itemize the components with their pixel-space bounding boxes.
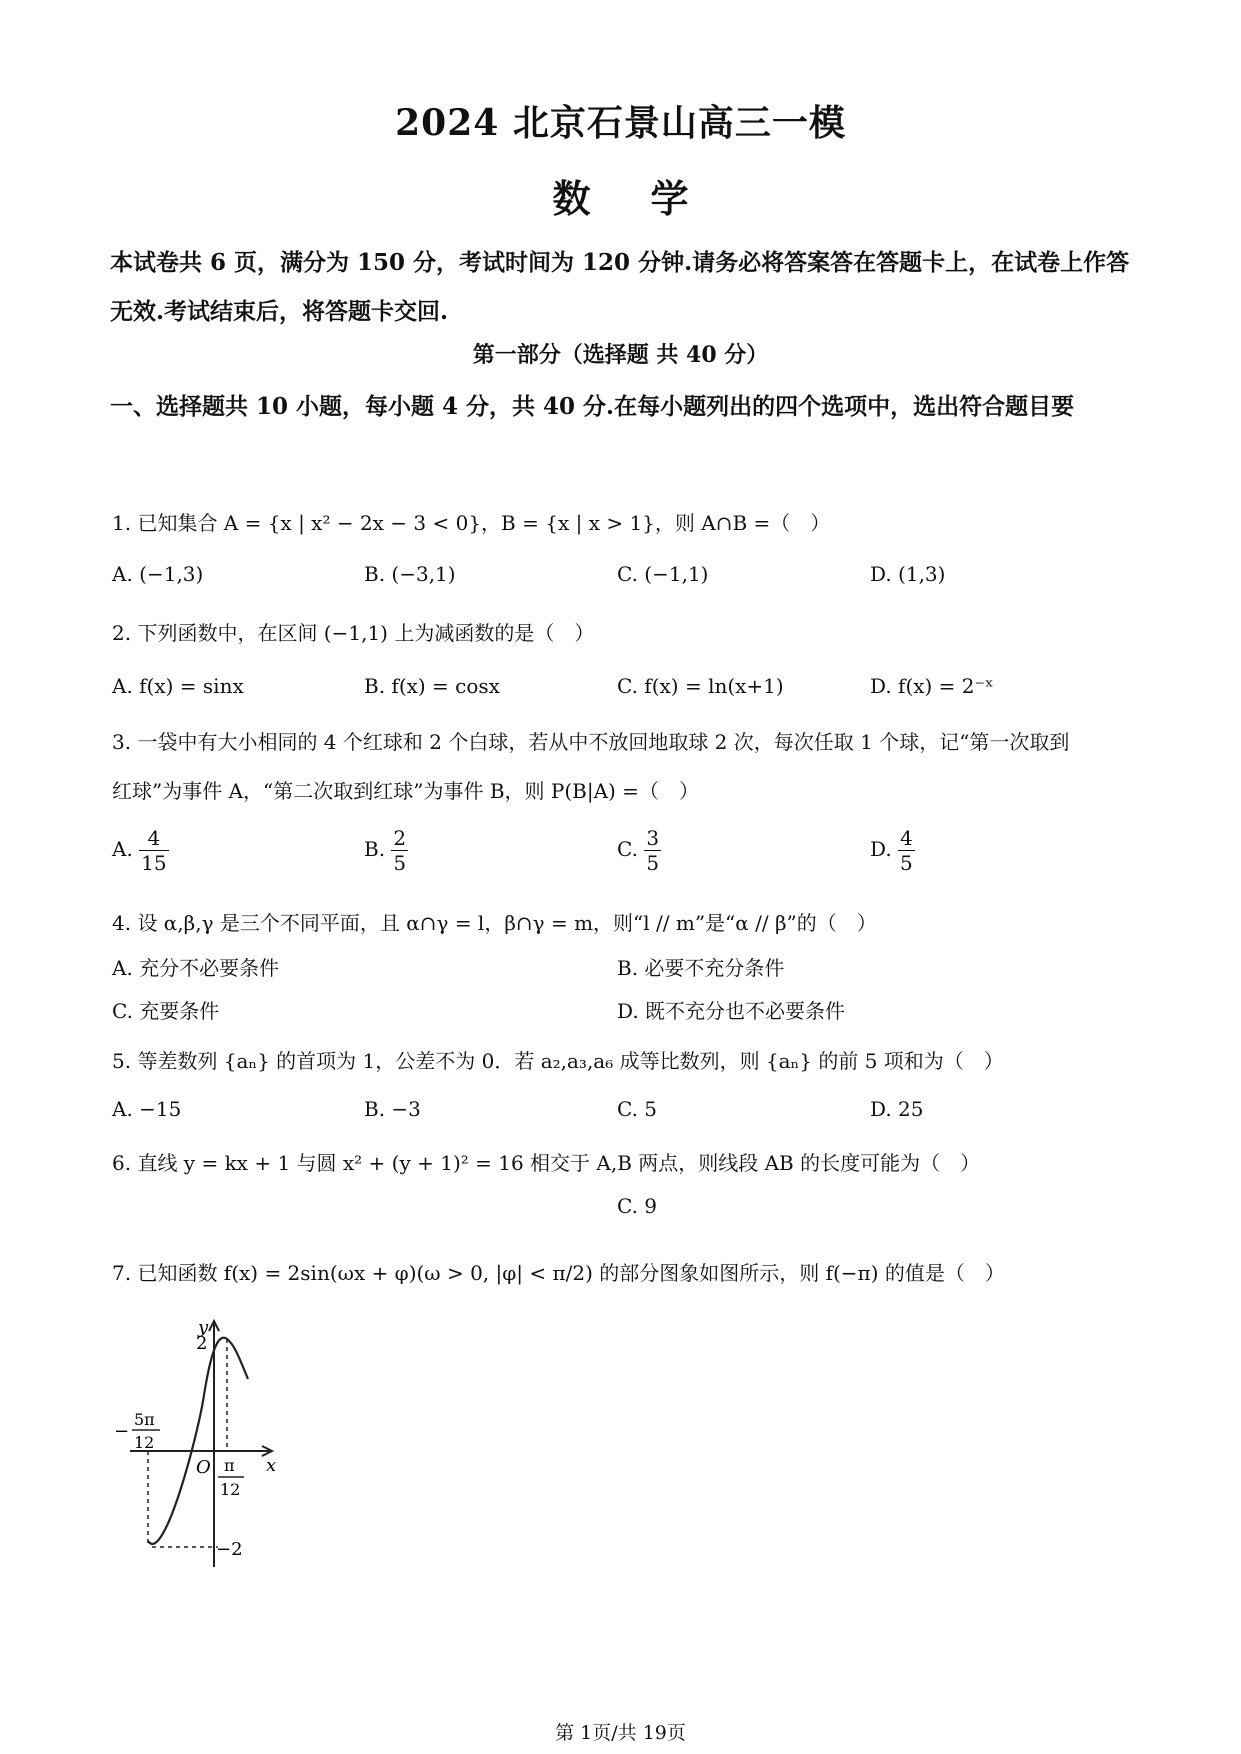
- q2-option-c: C. f(x) = ln(x+1): [617, 674, 784, 698]
- neg-tick-denominator: 12: [134, 1433, 155, 1452]
- y-axis-label: y: [198, 1317, 209, 1338]
- question-4-stem: 4. 设 α,β,γ 是三个不同平面，且 α∩γ = l，β∩γ = m，则“l // m”是“α // β”的（ ）: [112, 911, 877, 935]
- q6-option-c: C. 9: [617, 1194, 658, 1218]
- q4-option-a: A. 充分不必要条件: [112, 956, 280, 980]
- q3-option-d: [870, 826, 915, 875]
- question-6-stem: 6. 直线 y = kx + 1 与圆 x² + (y + 1)² = 16 相交于 A,B 两点，则线段 AB 的长度可能为（ ）: [112, 1151, 981, 1175]
- section-title: 一、选择题共 10 小题，每小题 4 分，共 40 分.在每小题列出的四个选项中，选出符合题目要: [110, 393, 1075, 420]
- q3-option-a-denominator: 15: [141, 851, 167, 875]
- q5-option-b: B. −3: [364, 1097, 421, 1121]
- part-title: 第一部分（选择题 共 40 分）: [472, 342, 769, 368]
- x-axis-label: x: [266, 1455, 277, 1476]
- min-value-label: −2: [216, 1539, 243, 1560]
- q3-option-b-label: B.: [364, 837, 386, 861]
- q3-option-c-numerator: 3: [646, 826, 660, 850]
- question-1-stem: 1. 已知集合 A = {x | x² − 2x − 3 < 0}，B = {x | x > 1}，则 A∩B =（ ）: [112, 511, 831, 535]
- question-5-stem: 5. 等差数列 {aₙ} 的首项为 1，公差不为 0．若 a₂,a₃,a₆ 成等比数列，则 {aₙ} 的前 5 项和为（ ）: [112, 1049, 1004, 1073]
- pos-tick-denominator: 12: [220, 1480, 241, 1499]
- q5-option-d: D. 25: [870, 1097, 924, 1121]
- q3-option-c-label: C.: [617, 837, 638, 861]
- sine-curve: [148, 1338, 248, 1544]
- q3-option-b-fraction: [391, 826, 408, 875]
- question-2-stem: 2. 下列函数中，在区间 (−1,1) 上为减函数的是（ ）: [112, 621, 595, 645]
- question-3-stem-line2: 红球”为事件 A，“第二次取到红球”为事件 B，则 P(B|A) =（ ）: [112, 779, 699, 803]
- q3-option-c-denominator: 5: [646, 851, 660, 875]
- q1-option-c: C. (−1,1): [617, 562, 709, 586]
- q3-option-c: [617, 826, 661, 875]
- neg-tick-sign: −: [114, 1421, 130, 1442]
- origin-label: O: [196, 1457, 211, 1478]
- q3-option-d-label: D.: [870, 837, 892, 861]
- q4-option-b: B. 必要不充分条件: [617, 956, 785, 980]
- q7-function-graph: [112, 1315, 312, 1575]
- neg-tick-numerator: 5π: [134, 1410, 155, 1429]
- q4-option-c: C. 充要条件: [112, 999, 220, 1023]
- q2-option-a: A. f(x) = sinx: [112, 674, 244, 698]
- question-3-stem-line1: 3. 一袋中有大小相同的 4 个红球和 2 个白球，若从中不放回地取球 2 次，每次任取 1 个球，记“第一次取到: [112, 730, 1070, 754]
- q4-option-d: D. 既不充分也不必要条件: [617, 999, 846, 1023]
- q3-option-a-fraction: [139, 826, 168, 875]
- q1-option-d: D. (1,3): [870, 562, 946, 586]
- q2-option-d: D. f(x) = 2⁻ˣ: [870, 674, 994, 698]
- pos-tick-numerator: π: [224, 1456, 235, 1475]
- max-value-label: 2: [196, 1333, 208, 1354]
- page-title: 2024 北京石景山高三一模: [395, 102, 846, 144]
- q3-option-d-numerator: 4: [900, 826, 913, 850]
- q2-option-b: B. f(x) = cosx: [364, 674, 500, 698]
- q3-option-c-fraction: [644, 826, 661, 875]
- page-footer: 第 1页/共 19页: [555, 1722, 686, 1744]
- q1-option-a: A. (−1,3): [112, 562, 204, 586]
- q3-option-a-numerator: 4: [139, 826, 168, 851]
- q3-option-d-fraction: [898, 826, 915, 875]
- q3-option-a: [112, 826, 169, 875]
- q3-option-a-label: A.: [112, 837, 133, 861]
- q3-option-b: [364, 826, 408, 875]
- q1-option-b: B. (−3,1): [364, 562, 456, 586]
- q3-option-b-denominator: 5: [393, 851, 407, 875]
- question-7-stem: 7. 已知函数 f(x) = 2sin(ωx + φ)(ω > 0, |φ| < π/2) 的部分图象如图所示，则 f(−π) 的值是（ ）: [112, 1261, 1005, 1285]
- q5-option-c: C. 5: [617, 1097, 658, 1121]
- q3-option-b-numerator: 2: [393, 826, 407, 850]
- q3-option-d-denominator: 5: [900, 851, 913, 875]
- page-subject: 数学: [552, 176, 749, 221]
- exam-instructions: 本试卷共 6 页，满分为 150 分，考试时间为 120 分钟.请务必将答案答在答题卡上，在试卷上作答无效.考试结束后，将答题卡交回.: [110, 249, 1130, 325]
- q5-option-a: A. −15: [112, 1097, 182, 1121]
